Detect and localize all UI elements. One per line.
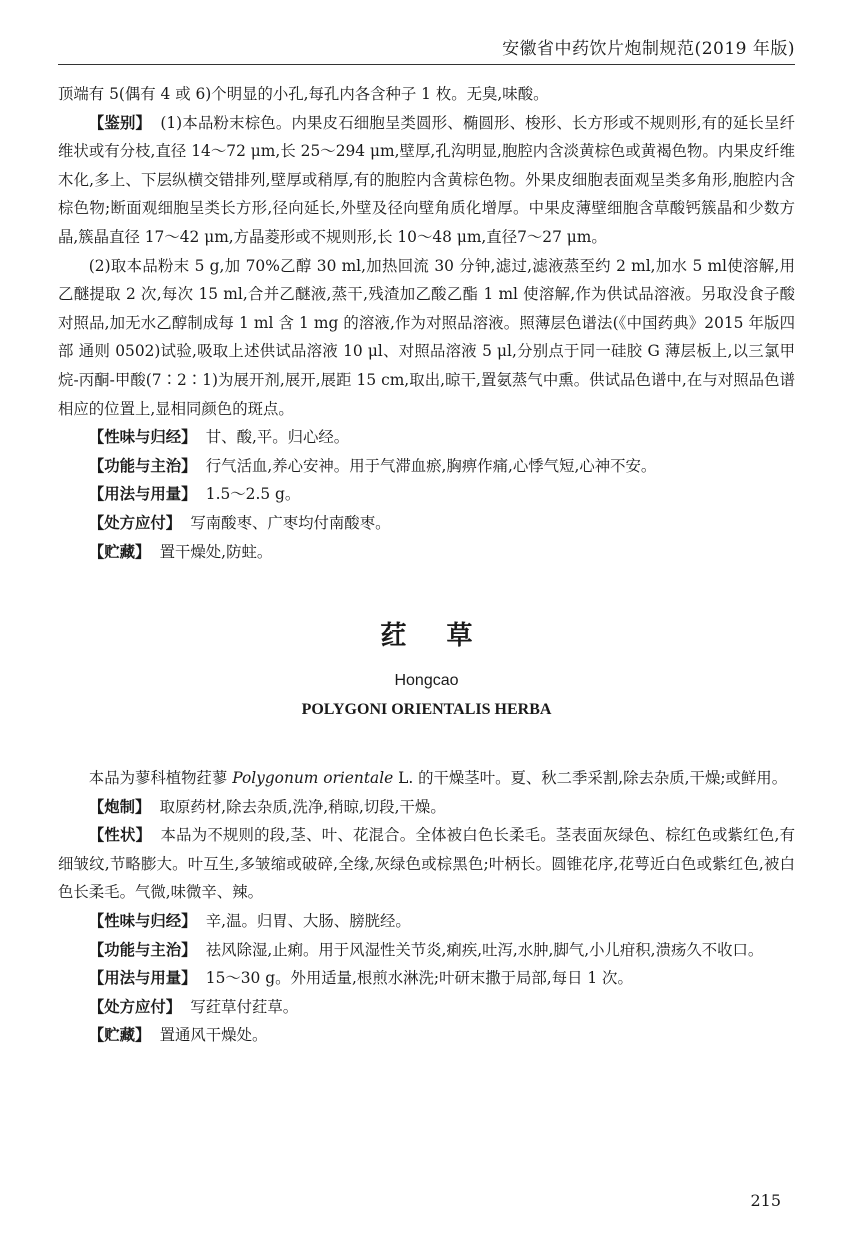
monograph-prescription-section [58,993,795,1022]
processing-label: 【炮制】 [88,797,151,816]
monograph-storage-text: 置通风干燥处。 [159,1026,268,1045]
identification-section-2 [58,252,795,424]
function-text: 行气活血,养心安神。用于气滞血瘀,胸痹作痛,心悸气短,心神不安。 [205,456,657,475]
monograph-title: 荭草 [380,621,513,652]
monograph-nature-label: 【性味与归经】 [88,912,197,931]
monograph-intro [58,764,795,793]
monograph-nature-text: 辛,温。归胃、大肠、膀胱经。 [205,912,411,931]
nature-text: 甘、酸,平。归心经。 [205,428,350,447]
monograph-dosage-text: 15～30 g。外用适量,根煎水淋洗;叶研末撒于局部,每日 1 次。 [205,969,633,988]
description-section [58,821,795,907]
intro-text-post: L. 的干燥茎叶。夏、秋二季采割,除去杂质,干燥;或鲜用。 [393,769,788,788]
monograph-dosage-label: 【用法与用量】 [88,969,197,988]
monograph-dosage-section [58,964,795,993]
prescription-section [58,509,795,538]
prescription-text: 写南酸枣、广枣均付南酸枣。 [190,513,391,532]
intro-text-pre: 本品为蓼科植物荭蓼 [88,769,233,788]
monograph-storage-section [58,1021,795,1050]
monograph-storage-label: 【贮藏】 [88,1026,151,1045]
identification-label: 【鉴别】 [88,113,152,132]
monograph-pinyin: Hongcao [394,672,459,690]
processing-text: 取原药材,除去杂质,洗净,稍晾,切段,干燥。 [159,797,446,816]
monograph-title-block [58,616,795,722]
storage-label: 【贮藏】 [88,542,151,561]
prescription-label: 【处方应付】 [88,513,182,532]
identification-text-2: (2)取本品粉末 5 g,加 70%乙醇 30 ml,加热回流 30 分钟,滤过,滤液蒸至约 2 ml,加水 5 ml使溶解,用乙醚提取 2 次,每次 15 ml,合并乙醚液,蒸干,残渣加乙酸乙酯 1 ml 使溶解,作为供试品溶液。另取没食子酸对照品,加无水乙醇制成每 1 ml 含 1 mg 的溶液,作为对照品溶液。照薄层色谱法(《中国药典》2015 年版四部 通则 0502)试验,吸取上述供试品溶液 10 μl、对照品溶液 5 μl,分别点于同一硅胶 G 薄层板上,以三氯甲烷-丙酮-甲酸(7∶2∶1)为展开剂,展开,展距 15 cm,取出,晾干,置氨蒸气中熏。供试品色谱中,在与对照品色谱相应的位置上,显相同颜色的斑点。 [58,256,795,418]
dosage-text: 1.5～2.5 g。 [205,485,301,504]
processing-section [58,793,795,822]
storage-text: 置干燥处,防蛀。 [159,542,273,561]
species-name: Polygonum orientale [232,769,394,788]
page-number: 215 [750,1191,781,1210]
function-section [58,452,795,481]
monograph-nature-section [58,907,795,936]
monograph-function-label: 【功能与主治】 [88,940,197,959]
previous-entry-continuation: 顶端有 5(偶有 4 或 6)个明显的小孔,每孔内各含种子 1 枚。无臭,味酸。 [58,85,549,103]
dosage-section [58,480,795,509]
monograph-function-text: 祛风除湿,止痢。用于风湿性关节炎,痢疾,吐泻,水肿,脚气,小儿疳积,溃疡久不收口。 [205,940,764,959]
description-text: 本品为不规则的段,茎、叶、花混合。全体被白色长柔毛。茎表面灰绿色、棕红色或紫红色,有细皱纹,节略膨大。叶互生,多皱缩或破碎,全缘,灰绿色或棕黑色;叶柄长。圆锥花序,花萼近白色或紫红色,被白色长柔毛。气微,味微辛、辣。 [58,826,795,902]
nature-label: 【性味与归经】 [88,428,197,447]
header-rule [58,64,795,65]
page-body [58,80,795,1050]
monograph-prescription-text: 写荭草付荭草。 [190,997,299,1016]
monograph-function-section [58,936,795,965]
dosage-label: 【用法与用量】 [88,485,197,504]
title-spacer [58,722,795,764]
identification-section [58,109,795,252]
function-label: 【功能与主治】 [88,456,197,475]
storage-section [58,538,795,567]
nature-section [58,423,795,452]
monograph-latin-name: POLYGONI ORIENTALIS HERBA [301,701,552,719]
monograph-prescription-label: 【处方应付】 [88,997,182,1016]
running-header: 安徽省中药饮片炮制规范(2019 年版) [502,39,795,59]
description-label: 【性状】 [88,826,152,845]
identification-text-1: (1)本品粉末棕色。内果皮石细胞呈类圆形、椭圆形、梭形、长方形或不规则形,有的延长呈纤维状或有分枝,直径 14～72 μm,长 25～294 μm,壁厚,孔沟明显,胞腔内含淡黄棕色或黄褐色物。内果皮纤维木化,多上、下层纵横交错排列,壁厚或稍厚,有的胞腔内含黄棕色物。外果皮细胞表面观呈类多角形,胞腔内含棕色物;断面观细胞呈类长方形,径向延长,外壁及径向壁角质化增厚。中果皮薄壁细胞含草酸钙簇晶和少数方晶,簇晶直径 17～42 μm,方晶菱形或不规则形,长 10～48 μm,直径7～27 μm。 [58,113,795,246]
